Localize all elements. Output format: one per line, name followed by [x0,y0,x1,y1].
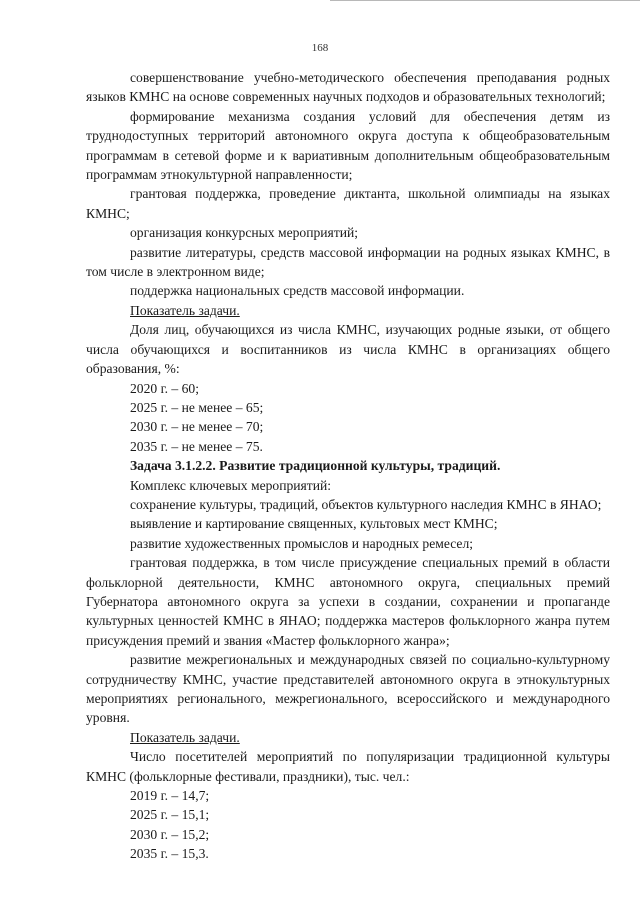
indicator2-value: 2019 г. – 14,7; [130,788,210,804]
paragraph-contests: организация конкурсных мероприятий; [130,225,359,241]
task-intro: Комплекс ключевых мероприятий: [130,477,332,493]
paragraph-grant-dictation: грантовая поддержка, проведение диктанта, школьной олимпиады на языках КМНС; [86,186,610,221]
indicator-value: 2020 г. – 60; [130,380,199,396]
scan-edge-line [330,0,640,5]
indicator2-text: Число посетителей мероприятий по популяризации традиционной культуры КМНС (фольклорные фестивали, праздники), тыс. чел.: [86,749,610,784]
paragraph-national-media: поддержка национальных средств массовой информации. [130,283,465,299]
task-item-grants: грантовая поддержка, в том числе присуждение специальных премий в области фольклорной деятельности, КМНС автономного округа, специальных премий Губернатора автономного округа за успехи в создании, сохранении и пропаганде культурных ценностей КМНС в ЯНАО; поддержка мастеров фольклорного жанра путем присуждения премий и звания «Мастер фольклорного жанра»; [86,555,610,648]
indicator2-label-wrap [86,728,610,747]
indicator2-value: 2025 г. – 15,1; [130,807,210,823]
indicator-values [86,379,610,457]
paragraph-literature-media: развитие литературы, средств массовой информации на родных языках КМНС, в том числе в электронном виде; [86,244,610,280]
indicator2-value: 2035 г. – 15,3. [130,846,209,862]
paragraph-methodology: совершенствование учебно-методического обеспечения преподавания родных языков КМНС на основе современных научных подходов и образовательных технологий; [86,70,610,105]
indicator-value: 2035 г. – не менее – 75. [130,438,263,454]
page-number: 168 [311,42,329,54]
task-item-cooperation: развитие межрегиональных и международных связей по социально-культурному сотрудничеству КМНС, участие представителей автономного округа в этнокультурных мероприятиях регионального, межрегионального, всероссийского и международного уровня. [86,652,610,726]
document-body [86,68,610,864]
task-item-sacred-places: выявление и картирование священных, культовых мест КМНС; [130,516,498,532]
indicator-label: Показатель задачи. [130,302,240,318]
task-item-heritage: сохранение культуры, традиций, объектов культурного наследия КМНС в ЯНАО; [130,496,602,512]
indicator2-label: Показатель задачи. [130,729,240,745]
indicator2-values [86,786,610,864]
indicator2-value: 2030 г. – 15,2; [130,826,210,842]
task-heading: Задача 3.1.2.2. Развитие традиционной культуры, традиций. [130,458,501,474]
indicator-text: Доля лиц, обучающихся из числа КМНС, изучающих родные языки, от общего числа обучающихся и воспитанников из числа КМНС в организациях общего образования, %: [86,322,610,377]
indicator-value: 2025 г. – не менее – 65; [130,399,264,415]
indicator-value: 2030 г. – не менее – 70; [130,419,264,435]
paragraph-access-mechanism: формирование механизма создания условий для обеспечения детям из труднодоступных территорий автономного округа доступа к общеобразовательным программам в сетевой форме и к вариативным дополнительным общеобразовательным программам этнокультурной направленности; [86,108,610,183]
task-item-crafts: развитие художественных промыслов и народных ремесел; [130,535,474,551]
indicator-label-wrap [86,301,610,320]
